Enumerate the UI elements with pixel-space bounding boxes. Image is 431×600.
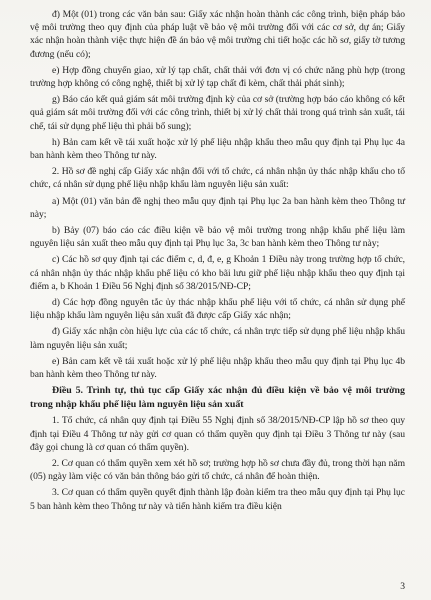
paragraph-2e: e) Bản cam kết về tái xuất hoặc xử lý phế liệu nhập khẩu theo mẫu quy định tại Phụ lục 4b ban hành kèm theo Thông tư này.: [30, 355, 405, 381]
paragraph-clause-2: 2. Hồ sơ đề nghị cấp Giấy xác nhận đối với tổ chức, cá nhân nhận ủy thác nhập khẩu cho tổ chức, cá nhân sử dụng phế liệu nhập khẩu làm nguyên liệu sản xuất:: [30, 166, 405, 191]
paragraph-2a: a) Một (01) văn bản đề nghị theo mẫu quy định tại Phụ lục 2a ban hành kèm theo Thông tư này;: [30, 195, 405, 220]
paragraph-d-dash: đ) Một (01) trong các văn bản sau: Giấy xác nhận hoàn thành các công trình, biện pháp bảo vệ môi trường theo quy định của pháp luật về bảo vệ môi trường đối với các cơ sở, dự án; Giấy xác nhận hoàn thành việc thực hiện đề án bảo vệ môi trường chi tiết hoặc các hồ sơ, giấy tờ tương đương (nếu có);: [30, 9, 405, 60]
paragraph-g: g) Báo cáo kết quả giám sát môi trường định kỳ của cơ sở (trường hợp báo cáo không có kết quả giám sát môi trường đối với các công trình, thiết bị xử lý chất thải trong quá trình sản xuất, tái chế, tái sử dụng phế liệu thì phải bổ sung);: [30, 94, 405, 132]
article-5-clause-1: 1. Tổ chức, cá nhân quy định tại Điều 55 Nghị định số 38/2015/NĐ-CP lập hồ sơ theo quy định tại Điều 4 Thông tư này gửi cơ quan có thẩm quyền quy định tại Điều 3 Thông tư này (sau đây gọi chung là cơ quan có thẩm quyền).: [30, 415, 405, 453]
article-5-clause-2: 2. Cơ quan có thẩm quyền xem xét hồ sơ; trường hợp hồ sơ chưa đầy đủ, trong thời hạn năm (05) ngày làm việc có văn bản thông báo gửi tổ chức, cá nhân để hoàn thiện.: [30, 458, 405, 483]
paragraph-2d: d) Các hợp đồng nguyên tắc ủy thác nhập khẩu phế liệu với tổ chức, cá nhân sử dụng phế liệu nhập khẩu làm nguyên liệu sản xuất đã được cấp Giấy xác nhận;: [30, 297, 405, 322]
page-number: 3: [400, 581, 405, 592]
article-5-clause-3: 3. Cơ quan có thẩm quyền quyết định thành lập đoàn kiểm tra theo mẫu quy định tại Phụ lục 5 ban hành kèm theo Thông tư này và tiến hành kiểm tra điều kiện: [30, 487, 405, 512]
paragraph-2d-dash: đ) Giấy xác nhận còn hiệu lực của các tổ chức, cá nhân trực tiếp sử dụng phế liệu nhập khẩu làm nguyên liệu sản xuất;: [30, 326, 405, 351]
article-5-heading: Điều 5. Trình tự, thủ tục cấp Giấy xác nhận đủ điều kiện về bảo vệ môi trường trong nhập khẩu phế liệu làm nguyên liệu sản xuất: [30, 385, 405, 410]
paragraph-2b: b) Bảy (07) báo cáo các điều kiện về bảo vệ môi trường trong nhập khẩu phế liệu làm nguyên liệu sản xuất theo mẫu quy định tại Phụ lục 3a, 3c ban hành kèm theo Thông tư này;: [30, 225, 405, 250]
paragraph-2c: c) Các hồ sơ quy định tại các điểm c, d, đ, e, g Khoản 1 Điều này trong trường hợp tổ chức, cá nhân nhận ủy thác nhập khẩu phế liệu có kho bãi lưu giữ phế liệu nhập khẩu theo quy định tại điểm a, b Khoản 1 Điều 56 Nghị định số 38/2015/NĐ-CP;: [30, 254, 405, 292]
paragraph-h: h) Bản cam kết về tái xuất hoặc xử lý phế liệu nhập khẩu theo mẫu quy định tại Phụ lục 4a ban hành kèm theo Thông tư này.: [30, 136, 405, 162]
paragraph-e: e) Hợp đồng chuyển giao, xử lý tạp chất, chất thải với đơn vị có chức năng phù hợp (trong trường hợp không có công nghệ, thiết bị xử lý tạp chất đi kèm, chất thải phát sinh);: [30, 64, 405, 90]
